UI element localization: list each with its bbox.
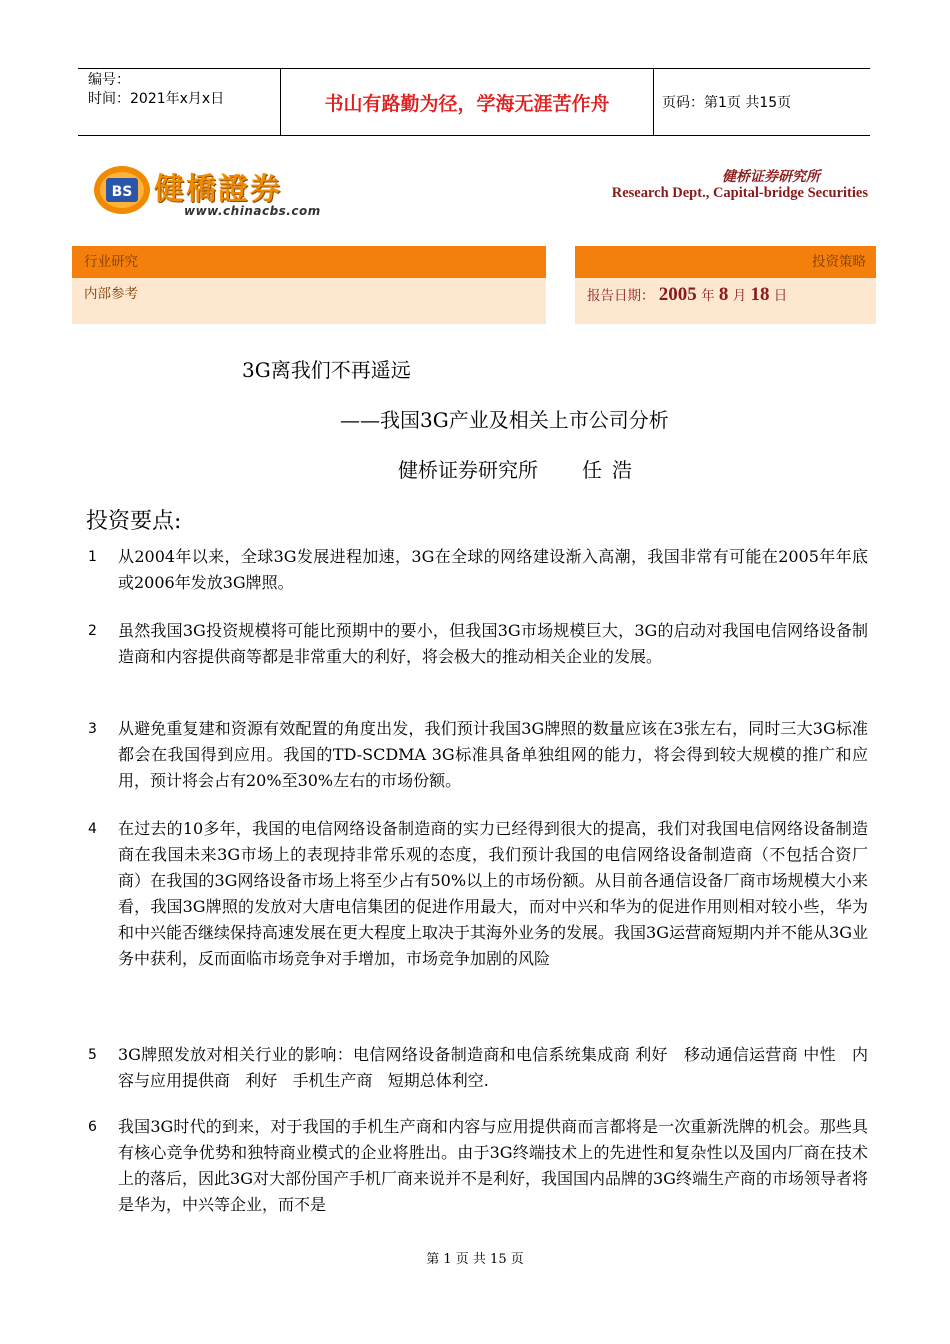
- report-type-bar: [72, 246, 546, 278]
- logo-url: www.chinacbs.com: [184, 204, 321, 218]
- list-item-number: 5: [88, 1047, 97, 1063]
- author-name: 任浩: [582, 458, 642, 482]
- logo-mark-text: BS: [111, 184, 133, 200]
- report-subtitle: ——我国3G产业及相关上市公司分析: [340, 408, 669, 432]
- company-logo: [92, 160, 352, 220]
- time-label: 时间：2021年x月x日: [88, 91, 225, 107]
- list-item: [88, 1042, 868, 1094]
- motto-text: 书山有路勤为径，学海无涯苦作舟: [324, 92, 610, 115]
- date-month-unit: 月: [732, 288, 747, 304]
- logo-text: 健橋證券: [154, 172, 282, 207]
- number-label: 编号：: [88, 72, 130, 88]
- list-item-number: 1: [88, 549, 97, 565]
- report-date-box: [575, 246, 876, 324]
- report-byline: [398, 454, 642, 483]
- list-item: [88, 1114, 868, 1218]
- reference-label: 内部参考: [84, 286, 138, 302]
- document-header: [78, 68, 870, 136]
- list-item-number: 4: [88, 821, 97, 837]
- list-item: [88, 816, 868, 972]
- logo-mark-icon: [92, 164, 152, 216]
- dept-name-cn: 健桥证券研究所: [722, 169, 820, 185]
- list-item-text: 从避免重复建和资源有效配置的角度出发，我们预计我国3G牌照的数量应该在3张左右，同时三大3G标准都会在我国得到应用。我国的TD-SCDMA 3G标准具备单独组网的能力，将会得到较大规模的推广和应用，预计将会占有20%至30%左右的市场份额。: [118, 719, 868, 790]
- list-item-number: 6: [88, 1119, 97, 1135]
- list-item-text: 3G牌照发放对相关行业的影响：电信网络设备制造商和电信系统集成商 利好 移动通信运营商 中性 内容与应用提供商 利好 手机生产商 短期总体利空.: [118, 1045, 868, 1090]
- dept-name-en: Research Dept., Capital-bridge Securities: [611, 185, 868, 201]
- section-heading: 投资要点:: [86, 509, 182, 534]
- report-title: 3G离我们不再遥远: [242, 358, 411, 382]
- list-item: [88, 544, 868, 596]
- date-day: 18: [750, 284, 770, 305]
- page-footer: 第 1 页 共 15 页: [426, 1252, 524, 1267]
- institute-name: 健桥证券研究所: [398, 458, 538, 482]
- date-year: 2005: [658, 284, 697, 305]
- header-motto-cell: [280, 69, 654, 135]
- date-year-unit: 年: [701, 288, 715, 304]
- header-meta-cell: [78, 69, 280, 135]
- list-item-number: 3: [88, 721, 97, 737]
- report-date: [587, 284, 787, 306]
- strategy-label: 投资策略: [812, 254, 866, 270]
- date-day-unit: 日: [773, 288, 788, 304]
- header-page-cell: [654, 69, 870, 135]
- category-label: 行业研究: [84, 254, 138, 270]
- list-item-text: 虽然我国3G投资规模将可能比预期中的要小，但我国3G市场规模巨大，3G的启动对我国电信网络设备制造商和内容提供商等都是非常重大的利好，将会极大的推动相关企业的发展。: [118, 621, 868, 666]
- list-item-text: 我国3G时代的到来，对于我国的手机生产商和内容与应用提供商而言都将是一次重新洗牌的机会。那些具有核心竞争优势和独特商业模式的企业将胜出。由于3G终端技术上的先进性和复杂性以及国内厂商在技术上的落后，因此3G对大部份国产手机厂商来说并不是利好，我国国内品牌的3G终端生产商的市场领导者将是华为，中兴等企业，而不是: [118, 1117, 868, 1214]
- list-item-text: 从2004年以来，全球3G发展进程加速，3G在全球的网络建设渐入高潮，我国非常有可能在2005年年底或2006年发放3G牌照。: [118, 547, 868, 592]
- list-item: [88, 716, 868, 794]
- list-item-text: 在过去的10多年，我国的电信网络设备制造商的实力已经得到很大的提高，我们对我国电信网络设备制造商在我国未来3G市场上的表现持非常乐观的态度，我们预计我国的电信网络设备制造商（不包括合资厂商）在我国的3G网络设备市场上将至少占有50%以上的市场份额。从目前各通信设备厂商市场规模大小来看，我国3G牌照的发放对大唐电信集团的促进作用最大，而对中兴和华为的促进作用则相对较小些，华为和中兴能否继续保持高速发展在更大程度上取决于其海外业务的发展。我国3G运营商短期内并不能从3G业务中获利，反而面临市场竞争对手增加，市场竞争加剧的风险: [118, 819, 868, 968]
- report-type-box: [72, 246, 546, 324]
- list-item-number: 2: [88, 623, 97, 639]
- date-month: 8: [718, 284, 729, 305]
- date-label: 报告日期：: [587, 288, 655, 304]
- page-info: 页码：第1页 共15页: [662, 95, 792, 111]
- list-item: [88, 618, 868, 670]
